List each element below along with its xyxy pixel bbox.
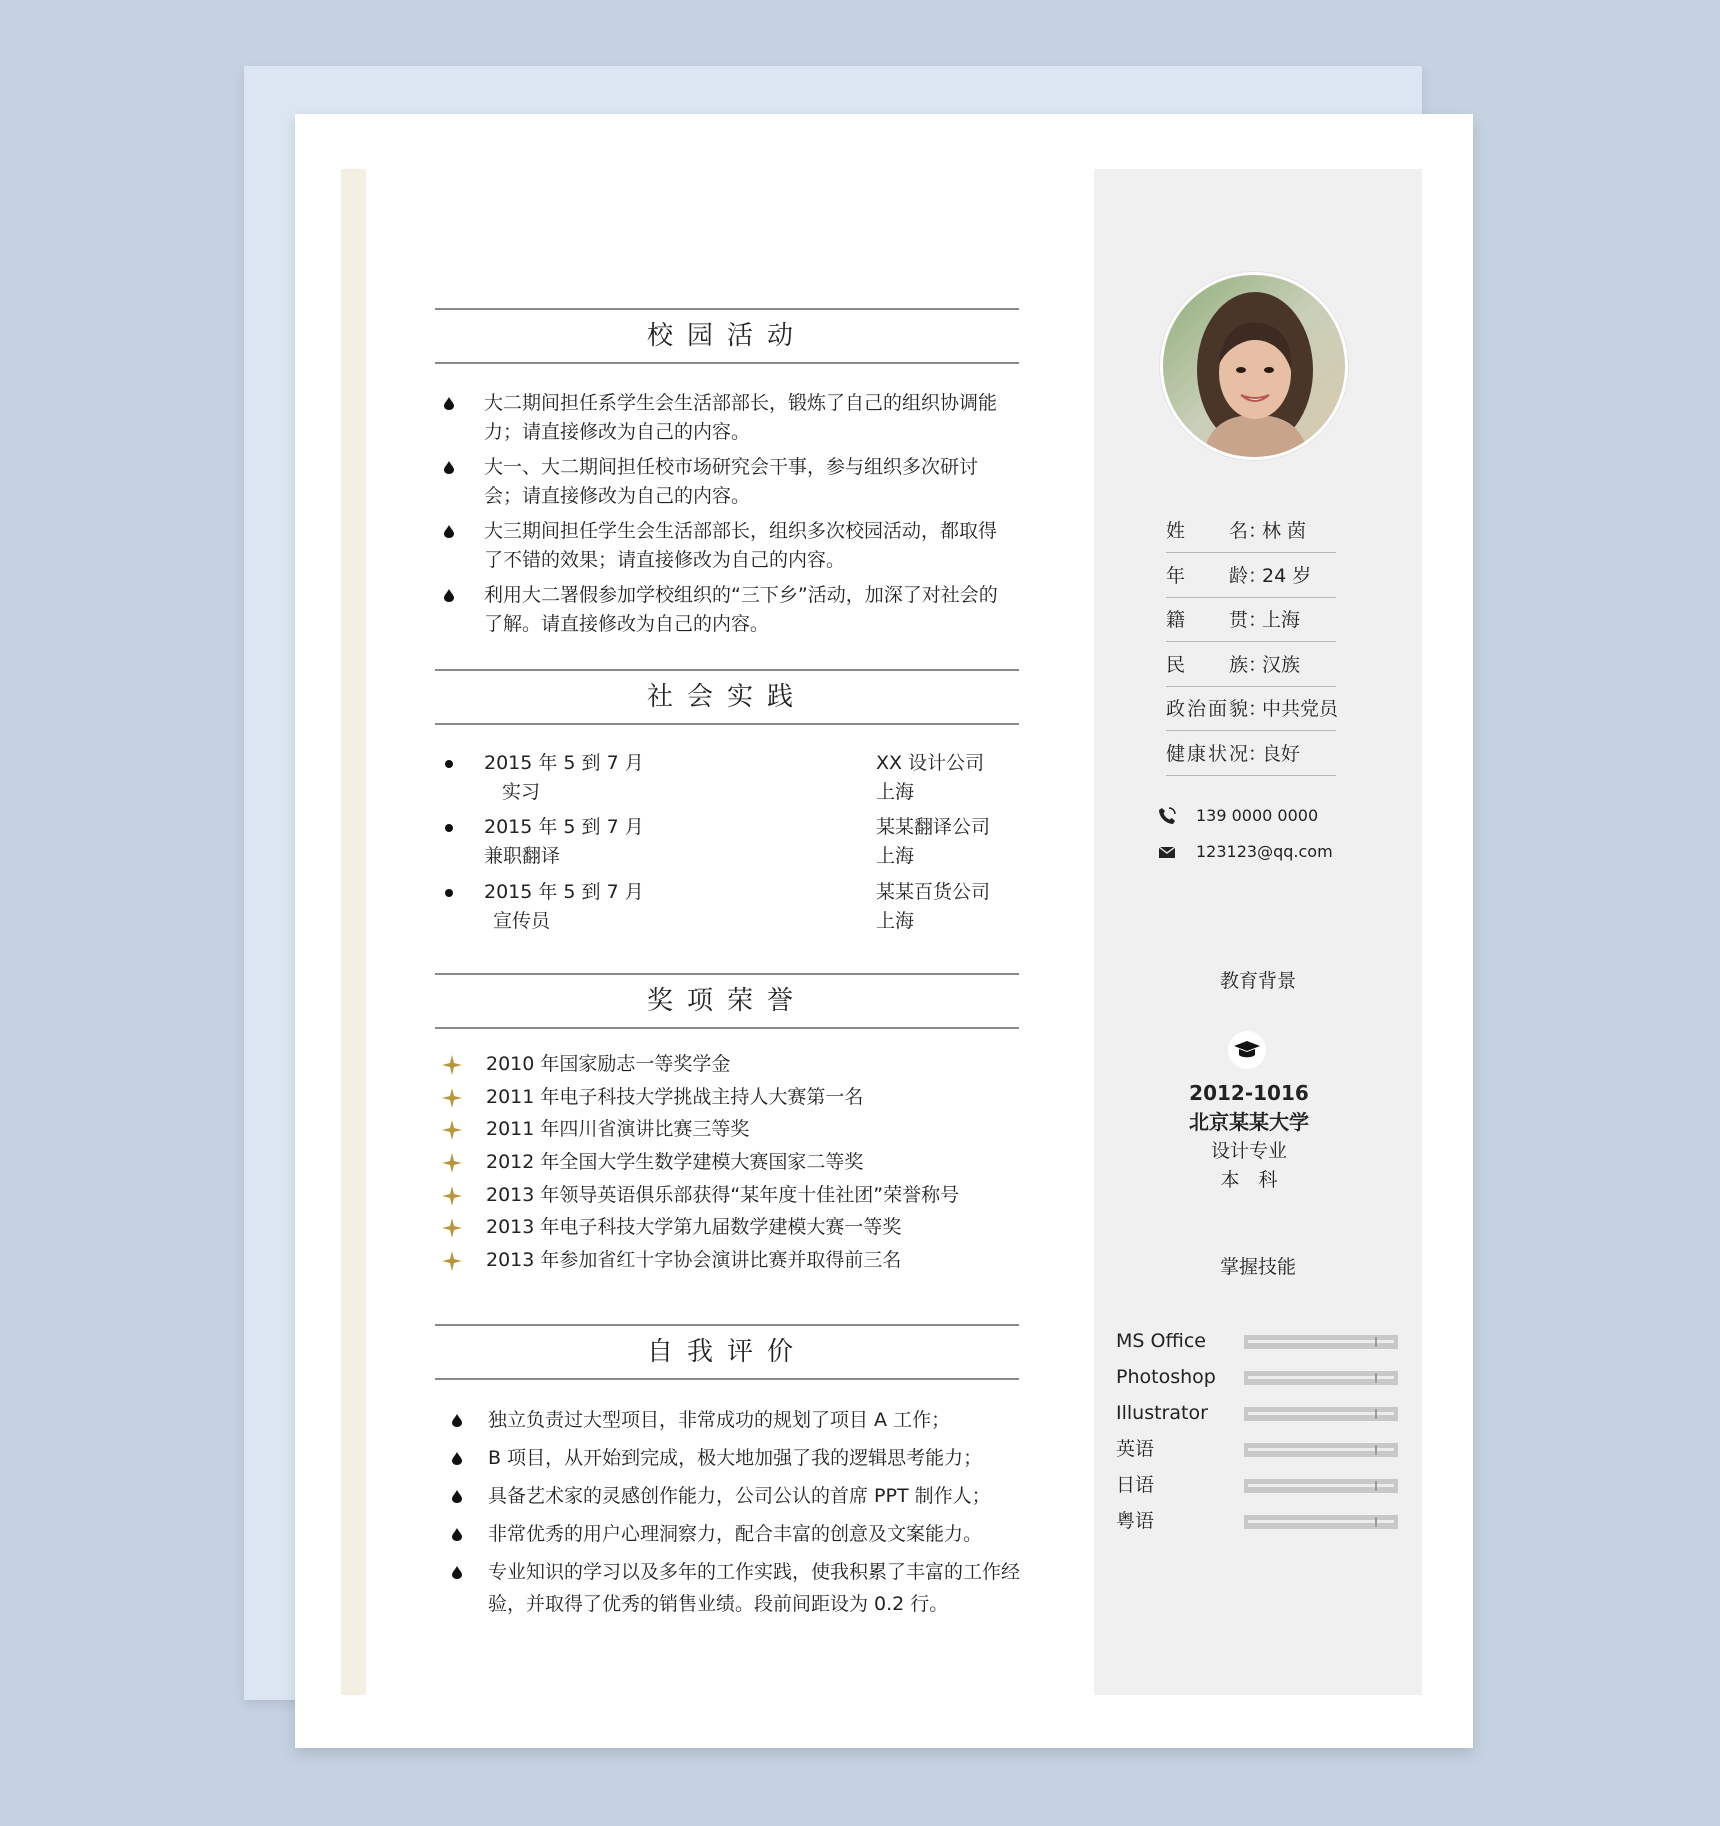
profile-colon: ： (1248, 742, 1268, 765)
list-item (440, 1146, 959, 1179)
skill-name: 日语 (1116, 1474, 1155, 1496)
skill-level-bar (1244, 1515, 1398, 1529)
star-bullet-icon (442, 1055, 462, 1075)
list-item (440, 1179, 959, 1212)
practice-date: 2015 年 5 到 7 月 (484, 752, 644, 774)
list-item (440, 389, 1010, 447)
list-item-text: 大三期间担任学生会生活部部长，组织多次校园活动，都取得了不错的效果；请直接修改为自己的内容。 (484, 520, 998, 571)
skill-level-marker (1375, 1481, 1377, 1491)
practice-row (440, 878, 1020, 938)
practice-company: 某某翻译公司 (876, 816, 991, 838)
accent-strip (341, 169, 366, 1695)
list-item (448, 1518, 1028, 1550)
awards-list (440, 1048, 959, 1277)
drop-bullet-icon (444, 589, 454, 602)
drop-bullet-icon (452, 1452, 462, 1465)
list-item-text: 2013 年电子科技大学第九届数学建模大赛一等奖 (486, 1216, 902, 1239)
dot-bullet-icon (445, 824, 453, 832)
skill-row (1116, 1436, 1400, 1462)
profile-colon: ： (1248, 520, 1268, 542)
list-item-text: 专业知识的学习以及多年的工作实践，使我积累了丰富的工作经验，并取得了优秀的销售业绩。段前间距设为 0.2 行。 (488, 1561, 1021, 1615)
star-bullet-icon (442, 1251, 462, 1271)
list-item (440, 453, 1010, 511)
list-item-text: 2013 年参加省红十字协会演讲比赛并取得前三名 (486, 1249, 902, 1272)
drop-bullet-icon (452, 1490, 462, 1503)
mail-icon (1158, 843, 1176, 861)
skill-level-bar (1244, 1443, 1398, 1457)
drop-bullet-icon (452, 1414, 462, 1427)
skill-level-bar (1244, 1479, 1398, 1493)
campus-list (440, 389, 1010, 639)
star-bullet-icon (442, 1153, 462, 1173)
skill-level-marker (1375, 1517, 1377, 1527)
profile-label: 政治面貌 (1166, 698, 1248, 721)
practice-city: 上海 (876, 910, 915, 932)
profile-label: 民族 (1166, 653, 1248, 676)
education-block (1094, 1079, 1404, 1195)
skill-level-marker (1375, 1337, 1377, 1347)
email-text[interactable]: 123123@qq.com (1196, 842, 1333, 861)
evaluation-list (448, 1404, 1028, 1626)
dot-bullet-icon (445, 889, 453, 897)
list-item (440, 1081, 959, 1114)
practice-role: 宣传员 (493, 910, 551, 932)
profile-value: 林 茵 (1262, 520, 1307, 542)
graduation-cap-icon (1228, 1031, 1266, 1069)
list-item-text: 2011 年四川省演讲比赛三等奖 (486, 1118, 750, 1141)
star-bullet-icon (442, 1088, 462, 1108)
list-item (448, 1480, 1028, 1512)
skill-level-bar (1244, 1335, 1398, 1349)
profile-colon: ： (1248, 698, 1268, 721)
list-item (440, 1211, 959, 1244)
dot-bullet-icon (445, 760, 453, 768)
skill-level-marker (1375, 1373, 1377, 1383)
education-major: 设计专业 (1210, 1140, 1287, 1162)
profile-label: 籍贯 (1166, 609, 1248, 632)
avatar (1160, 272, 1348, 460)
list-item-text: 非常优秀的用户心理洞察力，配合丰富的创意及文案能力。 (488, 1523, 983, 1545)
list-item (440, 1113, 959, 1146)
skill-name: Photoshop (1116, 1366, 1216, 1388)
practice-date: 2015 年 5 到 7 月 (484, 881, 644, 903)
profile-row (1166, 599, 1336, 642)
profile-colon: ： (1248, 653, 1268, 676)
practice-company: 某某百货公司 (876, 881, 991, 903)
section-title-evaluation: 自我评价 (435, 1324, 1019, 1380)
skills-heading: 掌握技能 (1219, 1256, 1296, 1278)
list-item-text: 独立负责过大型项目，非常成功的规划了项目 A 工作； (488, 1409, 951, 1431)
phone-icon (1158, 807, 1176, 825)
profile-value: 良好 (1262, 742, 1301, 765)
practice-role: 兼职翻译 (484, 845, 561, 867)
list-item-text: 大一、大二期间担任校市场研究会干事，参与组织多次研讨会；请直接修改为自己的内容。 (484, 456, 979, 507)
list-item-text: 2011 年电子科技大学挑战主持人大赛第一名 (486, 1085, 864, 1108)
drop-bullet-icon (444, 461, 454, 474)
section-title-awards: 奖项荣誉 (435, 973, 1019, 1029)
list-item (440, 1048, 959, 1081)
skill-name: Illustrator (1116, 1402, 1208, 1424)
list-item-text: 2013 年领导英语俱乐部获得“某年度十佳社团”荣誉称号 (486, 1183, 960, 1206)
list-item (448, 1556, 1028, 1620)
list-item-text: 大二期间担任系学生会生活部部长，锻炼了自己的组织协调能力；请直接修改为自己的内容。 (484, 392, 998, 443)
list-item-text: B 项目，从开始到完成，极大地加强了我的逻辑思考能力； (488, 1447, 983, 1469)
portrait-photo (1163, 275, 1345, 457)
star-bullet-icon (442, 1186, 462, 1206)
profile-colon: ： (1248, 564, 1268, 587)
drop-bullet-icon (444, 525, 454, 538)
list-item (448, 1404, 1028, 1436)
section-title-campus: 校园活动 (435, 308, 1019, 364)
skill-row (1116, 1508, 1400, 1534)
profile-row (1166, 555, 1336, 598)
profile-value: 中共党员 (1262, 698, 1339, 721)
profile-value: 上海 (1262, 609, 1301, 632)
list-item (440, 581, 1010, 639)
profile-label: 健康状况 (1166, 742, 1248, 765)
skill-row (1116, 1364, 1400, 1390)
skill-name: MS Office (1116, 1330, 1206, 1352)
skill-name: 英语 (1116, 1438, 1155, 1460)
drop-bullet-icon (452, 1528, 462, 1541)
list-item-text: 2012 年全国大学生数学建模大赛国家二等奖 (486, 1151, 864, 1174)
skill-row (1116, 1400, 1400, 1426)
profile-value: 24 岁 (1262, 564, 1312, 587)
profile-colon: ： (1248, 609, 1268, 632)
practice-role: 实习 (502, 781, 541, 803)
profile-value: 汉族 (1262, 653, 1301, 676)
education-school: 北京某某大学 (1189, 1110, 1309, 1134)
profile-label: 年龄 (1166, 564, 1248, 587)
practice-row (440, 749, 1020, 809)
profile-row (1166, 644, 1336, 687)
list-item (448, 1442, 1028, 1474)
skill-name: 粤语 (1116, 1510, 1155, 1532)
profile-row (1166, 510, 1336, 553)
profile-row (1166, 688, 1339, 731)
list-item-text: 2010 年国家励志一等奖学金 (486, 1053, 731, 1075)
skill-level-marker (1375, 1409, 1377, 1419)
profile-row (1166, 733, 1336, 776)
skill-row (1116, 1328, 1400, 1354)
practice-city: 上海 (876, 845, 915, 867)
list-item (440, 1244, 959, 1277)
list-item-text: 具备艺术家的灵感创作能力，公司公认的首席 PPT 制作人； (488, 1485, 991, 1507)
profile-label: 姓名 (1166, 520, 1248, 542)
profile-table (1166, 510, 1339, 778)
practice-company: XX 设计公司 (876, 752, 985, 774)
practice-row (440, 813, 1020, 873)
skill-row (1116, 1472, 1400, 1498)
skill-level-bar (1244, 1371, 1398, 1385)
drop-bullet-icon (452, 1566, 462, 1579)
education-degree: 本 科 (1220, 1169, 1278, 1191)
star-bullet-icon (442, 1218, 462, 1238)
list-item-text: 利用大二署假参加学校组织的“三下乡”活动，加深了对社会的了解。请直接修改为自己的内容。 (484, 584, 998, 635)
list-item (440, 517, 1010, 575)
skill-level-bar (1244, 1407, 1398, 1421)
education-heading: 教育背景 (1219, 970, 1296, 992)
section-title-practice: 社会实践 (435, 669, 1019, 725)
education-period: 2012-1016 (1189, 1081, 1309, 1105)
star-bullet-icon (442, 1120, 462, 1140)
drop-bullet-icon (444, 397, 454, 410)
skill-level-marker (1375, 1445, 1377, 1455)
practice-date: 2015 年 5 到 7 月 (484, 816, 644, 838)
phone-text[interactable]: 139 0000 0000 (1196, 806, 1319, 825)
practice-city: 上海 (876, 781, 915, 803)
